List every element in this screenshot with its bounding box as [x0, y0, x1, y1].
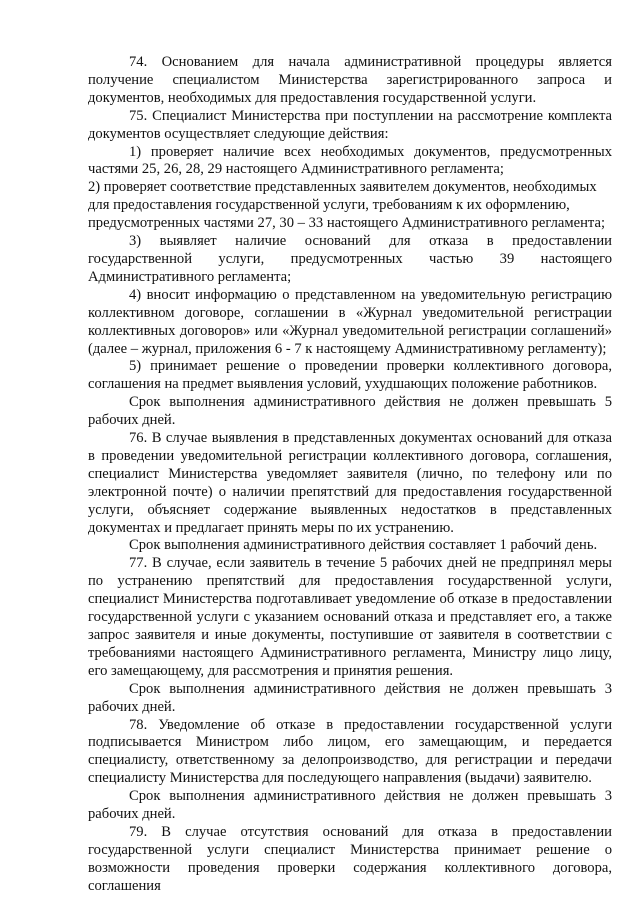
paragraph-75: 75. Специалист Министерства при поступлении на рассмотрение комплекта документов осуществляет следующие действия: — [88, 107, 612, 142]
paragraph-78: 78. Уведомление об отказе в предоставлении государственной услуги подписывается Министром либо лицом, его замещающим, и передается специалисту, ответственному за делопроизводство, для регистрации и передачи специалисту Министерства для последующего направления (выдачи) заявителю. — [88, 716, 612, 787]
deadline-75: Срок выполнения административного действия не должен превышать 5 рабочих дней. — [88, 394, 612, 429]
deadline-77: Срок выполнения административного действия не должен превышать 3 рабочих дней. — [88, 680, 612, 715]
paragraph-77: 77. В случае, если заявитель в течение 5 рабочих дней не предпринял меры по устранению препятствий для предоставления государственной услуги, специалист Министерства подготавливает уведомление об отказе в предоставлении государственной услуги с указанием оснований отказа и представляет его, а также запрос заявителя и иные документы, поступившие от заявителя в соответствии с требованиями настоящего Административного регламента, Министру лицо лицу, его замещающему, для рассмотрения и принятия решения. — [88, 555, 612, 679]
paragraph-79: 79. В случае отсутствия оснований для отказа в предоставлении государственной услуги специалист Министерства принимает решение о возможности проведения проверки содержания коллективного договора, соглашения — [88, 823, 612, 894]
list-item-75-3: 3) выявляет наличие оснований для отказа в предоставлении государственной услуги, предусмотренных частью 39 настоящего Административного регламента; — [88, 233, 612, 285]
document-page — [88, 54, 612, 896]
paragraph-74: 74. Основанием для начала административной процедуры является получение специалистом Министерства зарегистрированного запроса и документов, необходимых для предоставления государственной услуги. — [88, 54, 612, 106]
deadline-76: Срок выполнения административного действия составляет 1 рабочий день. — [129, 537, 598, 554]
list-item-75-4: 4) вносит информацию о представленном на уведомительную регистрацию коллективном договоре, соглашении в «Журнал уведомительной регистрации коллективных договоров» или «Журнал уведомительной регистрации соглашений» (далее – журнал, приложения 6 - 7 к настоящему Административному регламенту); — [88, 286, 612, 357]
deadline-78: Срок выполнения административного действия не должен превышать 3 рабочих дней. — [88, 788, 612, 823]
list-item-75-2: 2) проверяет соответствие представленных заявителем документов, необходимых для предоставления государственной услуги, требованиям к их оформлению, предусмотренных частями 27, 30 – 33 настоящего Административного регламента; — [88, 179, 606, 232]
paragraph-76: 76. В случае выявления в представленных документах оснований для отказа в проведении уведомительной регистрации коллективного договора, соглашения, специалист Министерства уведомляет заявителя (лично, по телефону или по электронной почте) о наличии препятствий для предоставления государственной услуги, объясняет содержание выявленных недостатков в представленных документах и предлагает принять меры по их устранению. — [88, 430, 612, 536]
list-item-75-1: 1) проверяет наличие всех необходимых документов, предусмотренных частями 25, 26, 28, 29 настоящего Административного регламента; — [88, 143, 612, 178]
list-item-75-5: 5) принимает решение о проведении проверки коллективного договора, соглашения на предмет выявления условий, ухудшающих положение работников. — [88, 358, 612, 393]
